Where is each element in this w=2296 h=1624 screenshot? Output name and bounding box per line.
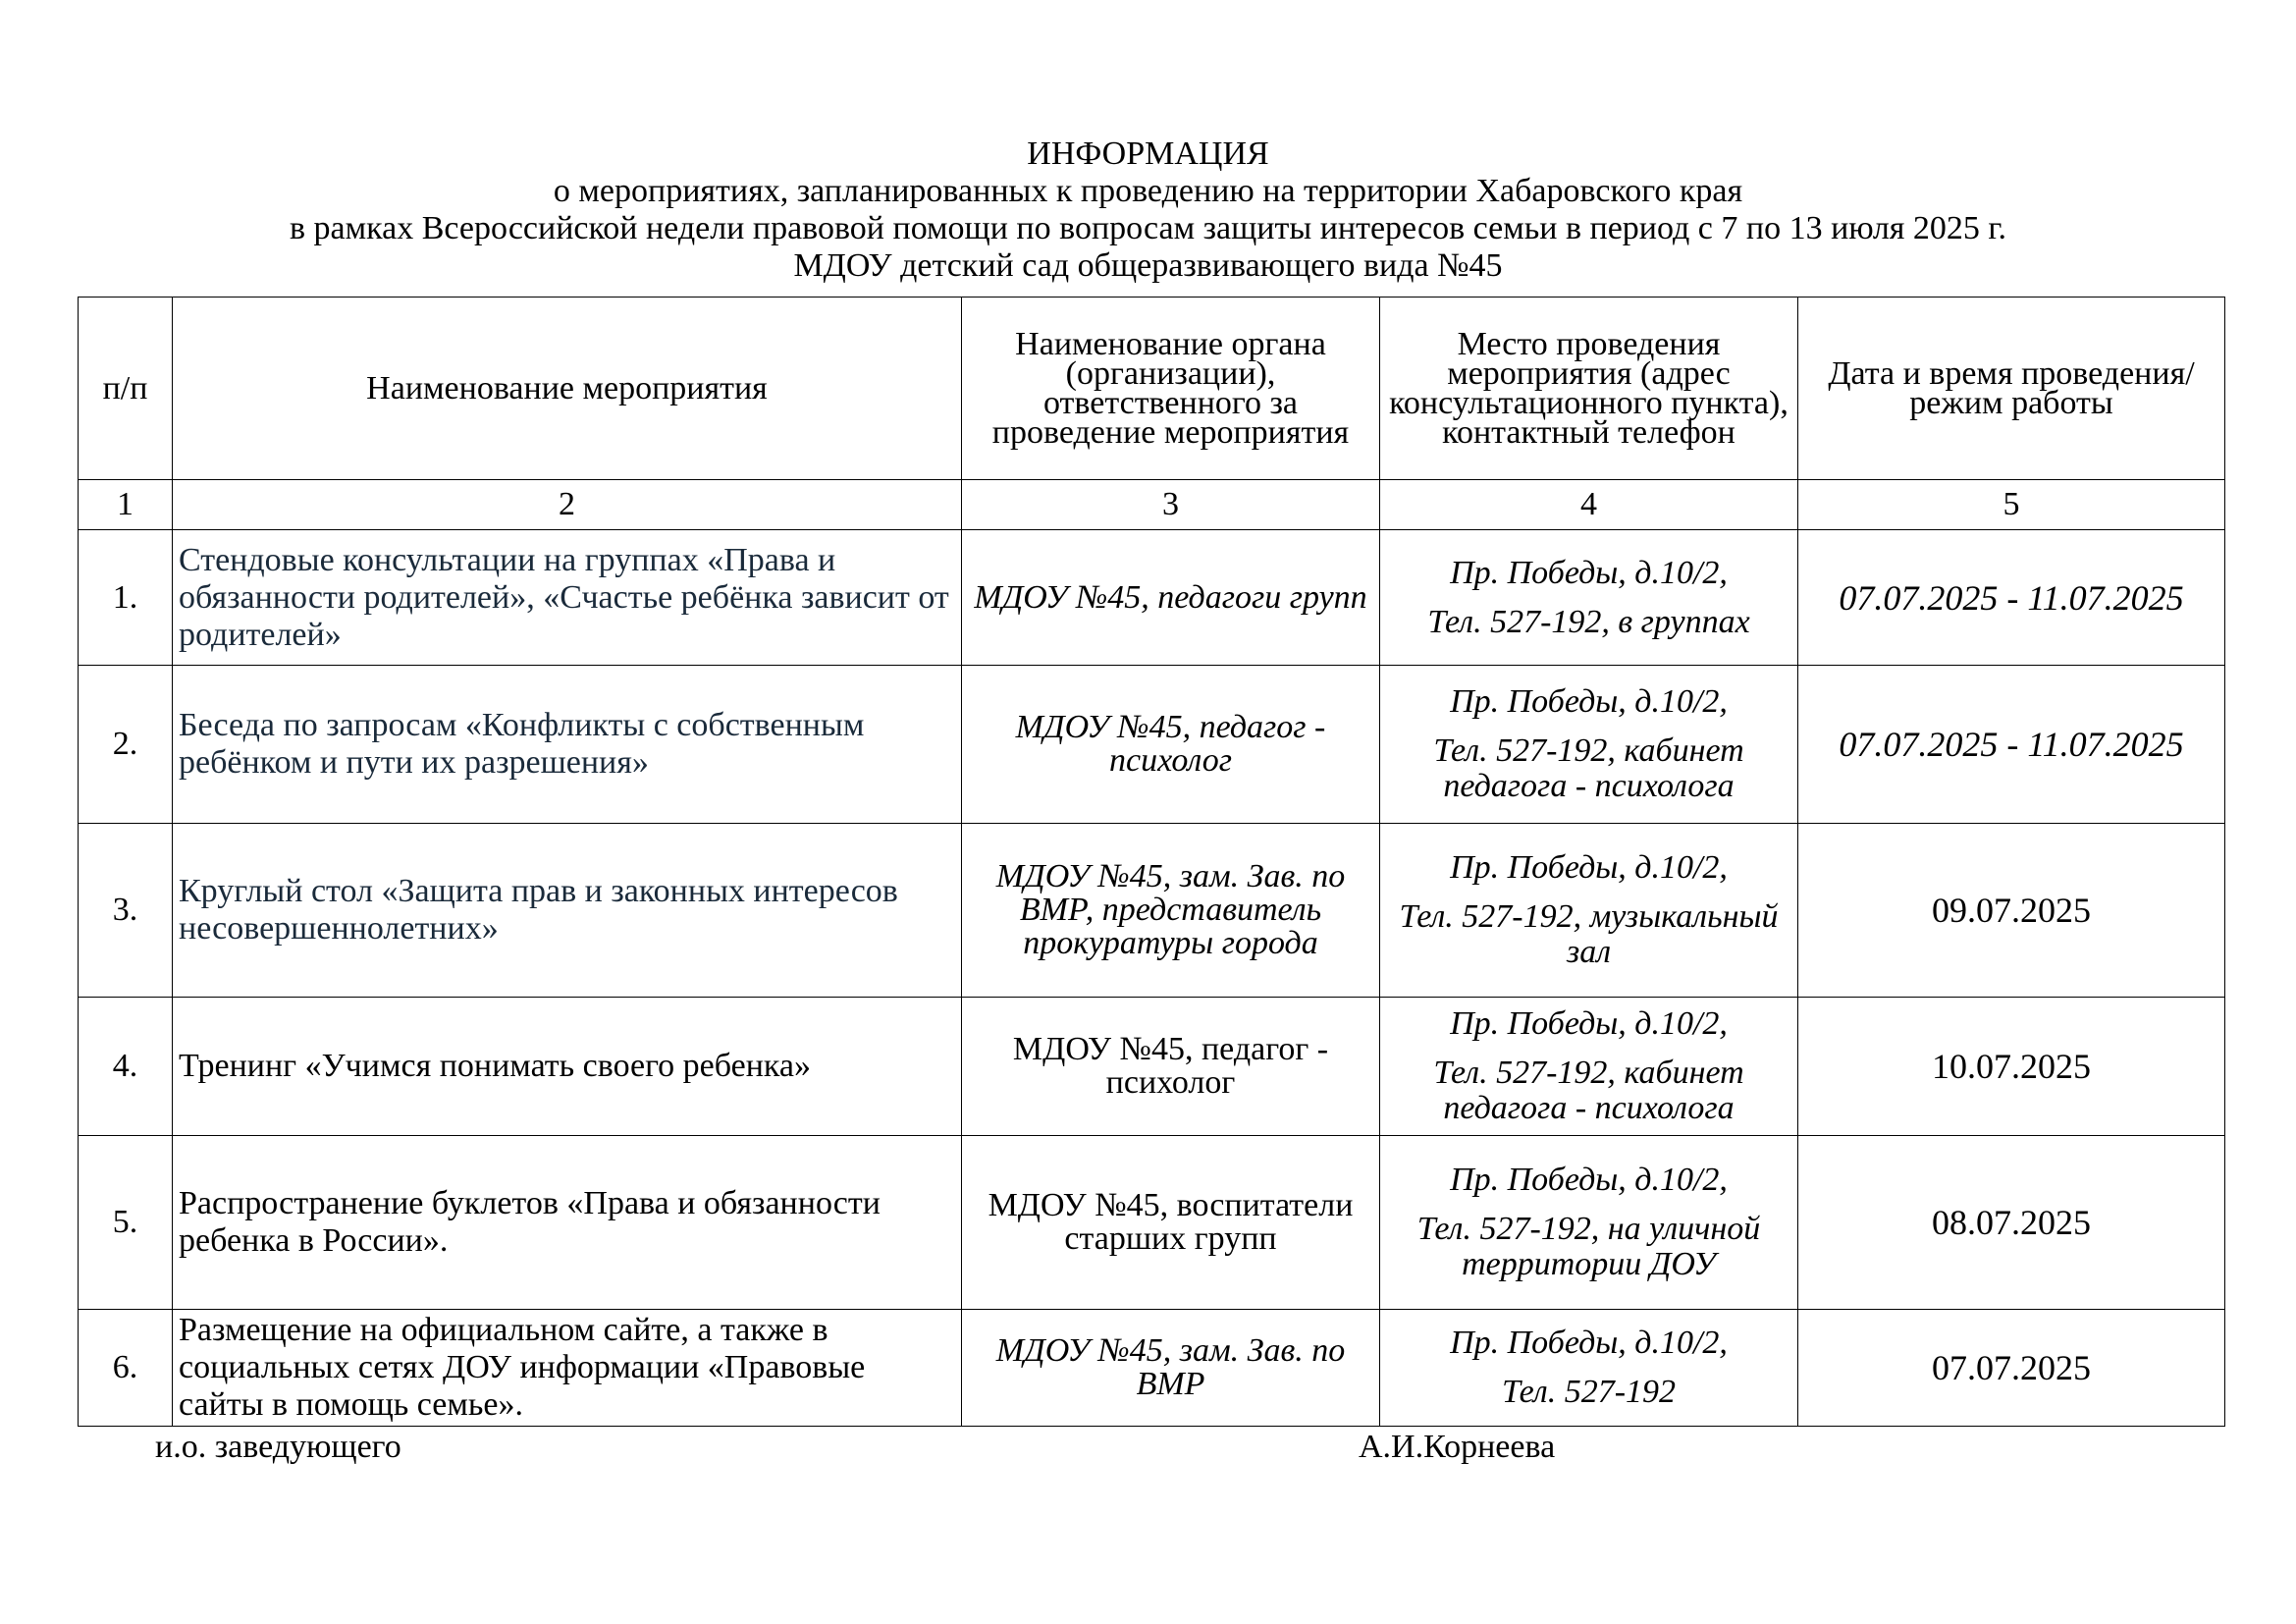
event-name: Тренинг «Учимся понимать своего ребенка» [173,998,962,1136]
event-date: 09.07.2025 [1798,824,2225,998]
signatory-name: А.И.Корнеева [1359,1429,1556,1465]
table-row [79,998,2225,1136]
column-number: 4 [1380,480,1798,530]
event-place [1380,530,1798,666]
event-place [1380,824,1798,998]
event-date: 07.07.2025 - 11.07.2025 [1798,530,2225,666]
event-organizer: МДОУ №45, педагог - психолог [962,666,1380,824]
event-date: 07.07.2025 [1798,1310,2225,1427]
event-date: 08.07.2025 [1798,1136,2225,1310]
place-details: Тел. 527-192, кабинет педагога - психолога [1433,1055,1744,1126]
place-address: Пр. Победы, д.10/2, [1450,1325,1728,1361]
row-index: 3. [79,824,173,998]
column-number: 2 [173,480,962,530]
document-subtitle-line-1: о мероприятиях, запланированных к проведению на территории Хабаровского края [553,173,1743,209]
column-header-date: Дата и время проведения/ режим работы [1798,298,2225,480]
table-header-row [79,298,2225,480]
document-header [0,135,2296,285]
place-address: Пр. Победы, д.10/2, [1450,683,1728,720]
row-index: 1. [79,530,173,666]
place-address: Пр. Победы, д.10/2, [1450,1162,1728,1198]
event-name: Круглый стол «Защита прав и законных интересов несовершеннолетних» [173,824,962,998]
column-number-row [79,480,2225,530]
table-row [79,1310,2225,1427]
row-index: 5. [79,1136,173,1310]
column-header-event: Наименование мероприятия [173,298,962,480]
place-details: Тел. 527-192, на уличной территории ДОУ [1416,1211,1761,1282]
place-details: Тел. 527-192, кабинет педагога - психолога [1433,732,1744,804]
table-row [79,824,2225,998]
place-address: Пр. Победы, д.10/2, [1450,554,1728,591]
event-date: 07.07.2025 - 11.07.2025 [1798,666,2225,824]
column-number: 5 [1798,480,2225,530]
event-organizer: МДОУ №45, педагоги групп [962,530,1380,666]
event-name: Беседа по запросам «Конфликты с собственным ребёнком и пути их разрешения» [173,666,962,824]
table-row [79,1136,2225,1310]
event-place [1380,1136,1798,1310]
place-details: Тел. 527-192, в группах [1427,603,1750,640]
events-table [78,297,2225,1427]
place-details: Тел. 527-192, музыкальный зал [1399,898,1779,970]
event-name: Распространение буклетов «Права и обязанности ребенка в России». [173,1136,962,1310]
column-number: 3 [962,480,1380,530]
column-number: 1 [79,480,173,530]
event-organizer: МДОУ №45, педагог - психолог [962,998,1380,1136]
document-title: ИНФОРМАЦИЯ [1027,135,1269,172]
event-organizer: МДОУ №45, зам. Зав. по ВМР, представитель прокуратуры города [962,824,1380,998]
column-header-place: Место проведения мероприятия (адрес консультационного пункта), контактный телефон [1380,298,1798,480]
row-index: 2. [79,666,173,824]
event-place [1380,1310,1798,1427]
place-details: Тел. 527-192 [1501,1374,1677,1410]
row-index: 4. [79,998,173,1136]
event-date: 10.07.2025 [1798,998,2225,1136]
event-place [1380,998,1798,1136]
column-header-organizer: Наименование органа (организации), ответственного за проведение мероприятия [962,298,1380,480]
row-index: 6. [79,1310,173,1427]
event-name: Стендовые консультации на группах «Права и обязанности родителей», «Счастье ребёнка зависит от родителей» [173,530,962,666]
event-organizer: МДОУ №45, зам. Зав. по ВМР [962,1310,1380,1427]
event-place [1380,666,1798,824]
organization-name: МДОУ детский сад общеразвивающего вида №45 [793,247,1503,284]
document-subtitle-line-2: в рамках Всероссийской недели правовой помощи по вопросам защиты интересов семьи в период с 7 по 13 июля 2025 г. [289,210,2007,246]
place-address: Пр. Победы, д.10/2, [1450,849,1728,886]
signatory-position: и.о. заведующего [155,1429,401,1465]
event-name: Размещение на официальном сайте, а также в социальных сетях ДОУ информации «Правовые сайты в помощь семье». [173,1310,962,1427]
place-address: Пр. Победы, д.10/2, [1450,1005,1728,1042]
table-row [79,666,2225,824]
table-row [79,530,2225,666]
event-organizer: МДОУ №45, воспитатели старших групп [962,1136,1380,1310]
column-header-index: п/п [79,298,173,480]
